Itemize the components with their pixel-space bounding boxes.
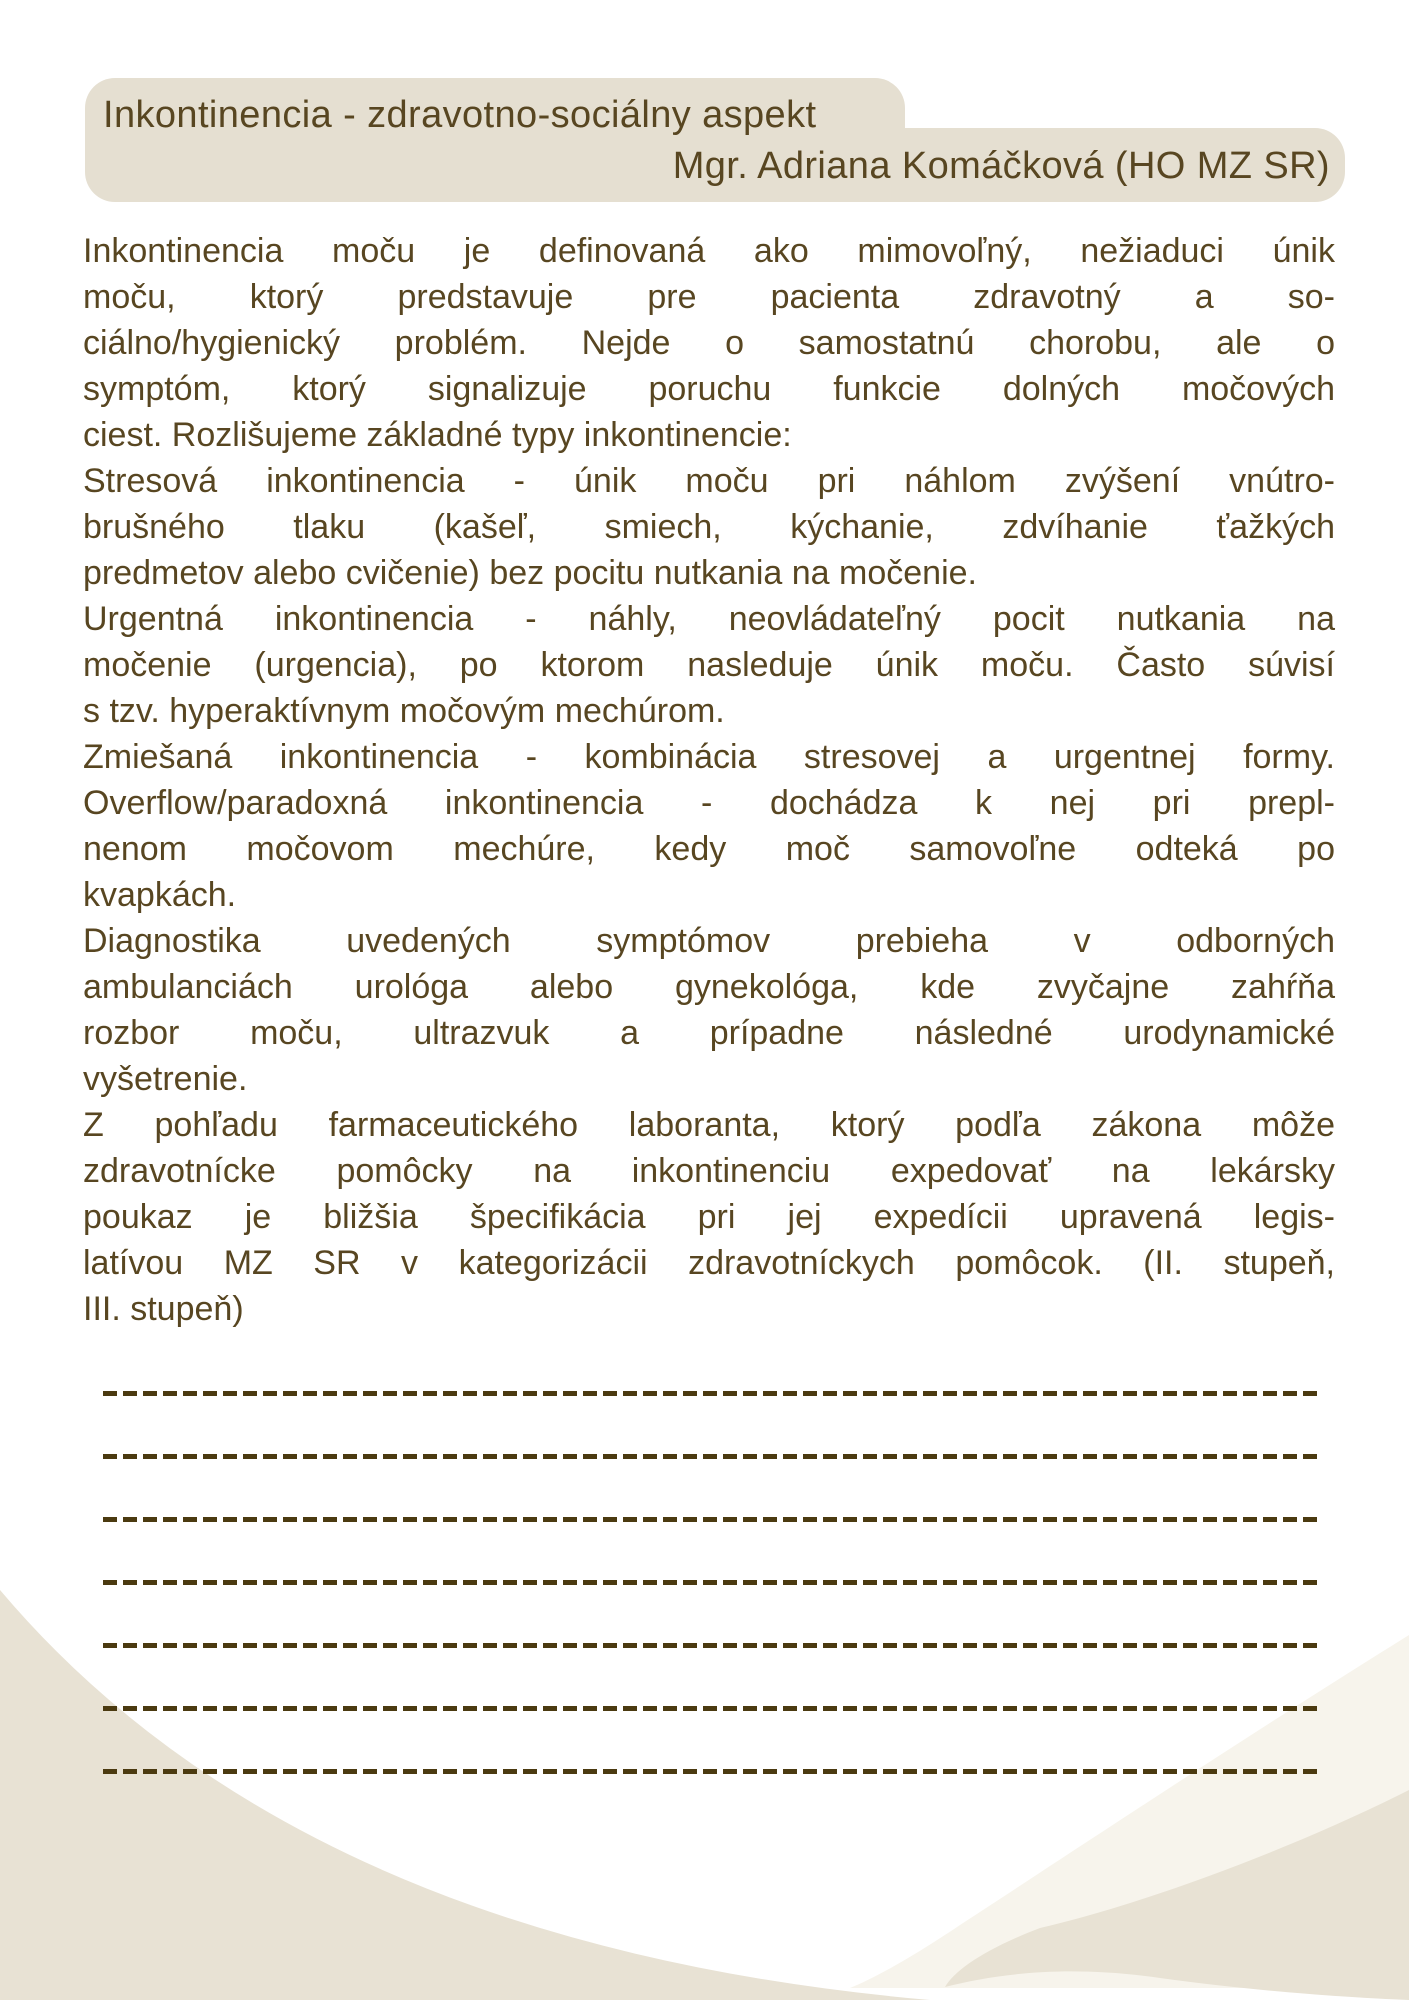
text-line-p1: moču, ktorý predstavuje pre pacienta zdravotný a so- [83,278,1335,316]
text-line-p5: nenom močovom mechúre, kedy moč samovoľne odteká po [83,830,1335,868]
text-line-p2: predmetov alebo cvičenie) bez pocitu nutkania na močenie. [83,554,977,592]
ruled-line [103,1769,1319,1774]
text-line-p1: ciest. Rozlišujeme základné typy inkontinencie: [83,416,792,454]
author-line: Mgr. Adriana Komáčková (HO MZ SR) [672,145,1330,187]
text-line-p4: Zmiešaná inkontinencia - kombinácia stresovej a urgentnej formy. [83,738,1335,776]
text-line-p5: Overflow/paradoxná inkontinencia - dochádza k nej pri prepl- [83,784,1335,822]
text-line-p6: Diagnostika uvedených symptómov prebieha v odborných [83,922,1335,960]
ruled-line [103,1391,1319,1396]
text-line-p7: zdravotnícke pomôcky na inkontinenciu expedovať na lekársky [83,1152,1335,1190]
text-line-p6: rozbor moču, ultrazvuk a prípadne následné urodynamické [83,1014,1335,1052]
text-line-p3: močenie (urgencia), po ktorom nasleduje únik moču. Často súvisí [83,646,1335,684]
ruled-line [103,1580,1319,1585]
text-line-p7: latívou MZ SR v kategorizácii zdravotníckych pomôcok. (II. stupeň, [83,1244,1335,1282]
header [0,0,1409,210]
ruled-line [103,1706,1319,1711]
text-line-p1: symptóm, ktorý signalizuje poruchu funkcie dolných močových [83,370,1335,408]
body-text [83,228,1335,1332]
ruled-line [103,1517,1319,1522]
text-line-p7: III. stupeň) [83,1290,244,1328]
ruled-line [103,1643,1319,1648]
text-line-p3: s tzv. hyperaktívnym močovým mechúrom. [83,692,725,730]
text-line-p1: ciálno/hygienický problém. Nejde o samostatnú chorobu, ale o [83,324,1335,362]
text-line-p3: Urgentná inkontinencia - náhly, neovládateľný pocit nutkania na [83,600,1335,638]
text-line-p1: Inkontinencia moču je definovaná ako mimovoľný, nežiaduci únik [83,232,1335,270]
text-line-p5: kvapkách. [83,876,237,914]
notes-lines [103,1391,1319,1774]
text-line-p2: Stresová inkontinencia - únik moču pri náhlom zvýšení vnútro- [83,462,1335,500]
page-title: Inkontinencia - zdravotno-sociálny aspekt [103,94,817,136]
text-line-p7: Z pohľadu farmaceutického laboranta, ktorý podľa zákona môže [83,1106,1335,1144]
ruled-line [103,1454,1319,1459]
text-line-p7: poukaz je bližšia špecifikácia pri jej expedícii upravená legis- [83,1198,1335,1236]
text-line-p6: ambulanciách urológa alebo gynekológa, kde zvyčajne zahŕňa [83,968,1335,1006]
text-line-p2: brušného tlaku (kašeľ, smiech, kýchanie, zdvíhanie ťažkých [83,508,1335,546]
text-line-p6: vyšetrenie. [83,1060,248,1098]
